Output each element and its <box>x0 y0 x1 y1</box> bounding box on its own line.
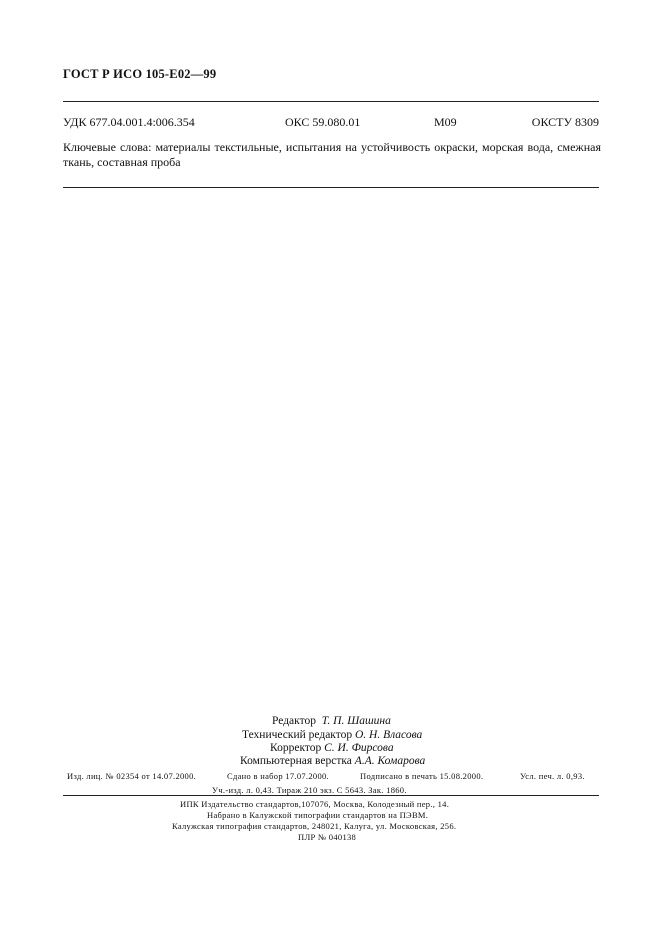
tech-editor-name: О. Н. Власова <box>355 729 423 741</box>
document-title: ГОСТ Р ИСО 105-Е02—99 <box>63 67 217 81</box>
group-code: М09 <box>434 115 457 129</box>
top-divider <box>63 101 599 102</box>
printing-house: Калужская типография стандартов, 248021, Калуга, ул. Московская, 256. <box>172 821 457 831</box>
imprint-divider <box>63 795 599 796</box>
typeset-date: Сдано в набор 17.07.2000. <box>227 771 329 781</box>
layout-line <box>240 754 425 768</box>
tech-editor-line <box>242 728 422 742</box>
signed-date: Подписано в печать 15.08.2000. <box>360 771 484 781</box>
okstu-code: ОКСТУ 8309 <box>531 115 599 129</box>
typesetting-note: Набрано в Калужской типографии стандартов на ПЭВМ. <box>207 810 429 820</box>
publisher-address: ИПК Издательство стандартов,107076, Москва, Колодезный пер., 14. <box>180 799 450 809</box>
layout-label: Компьютерная верстка <box>240 755 352 767</box>
keywords-text: Ключевые слова: материалы текстильные, испытания на устойчивость окраски, морская вода, смежная ткань, составная проба <box>63 140 601 169</box>
proofreader-name: С. И. Фирсова <box>324 742 394 754</box>
proofreader-line <box>270 741 394 755</box>
proofreader-label: Корректор <box>270 742 322 754</box>
editor-line <box>272 714 391 728</box>
oks-code: ОКС 59.080.01 <box>285 115 361 129</box>
editor-label: Редактор <box>272 715 316 727</box>
editor-name: Т. П. Шашина <box>321 715 391 727</box>
udk-code: УДК 677.04.001.4:006.354 <box>63 115 195 129</box>
layout-name: А.А. Комарова <box>354 755 426 767</box>
print-run-info: Уч.-изд. л. 0,43. Тираж 210 экз. С 5643. Зак. 1860. <box>212 785 407 795</box>
print-sheets: Усл. печ. л. 0,93. <box>520 771 585 781</box>
license-info: Изд. лиц. № 02354 от 14.07.2000. <box>67 771 197 781</box>
plr-number: ПЛР № 040138 <box>298 832 357 842</box>
tech-editor-label: Технический редактор <box>242 729 353 741</box>
classification-row <box>63 115 599 131</box>
keywords-divider <box>63 187 599 188</box>
